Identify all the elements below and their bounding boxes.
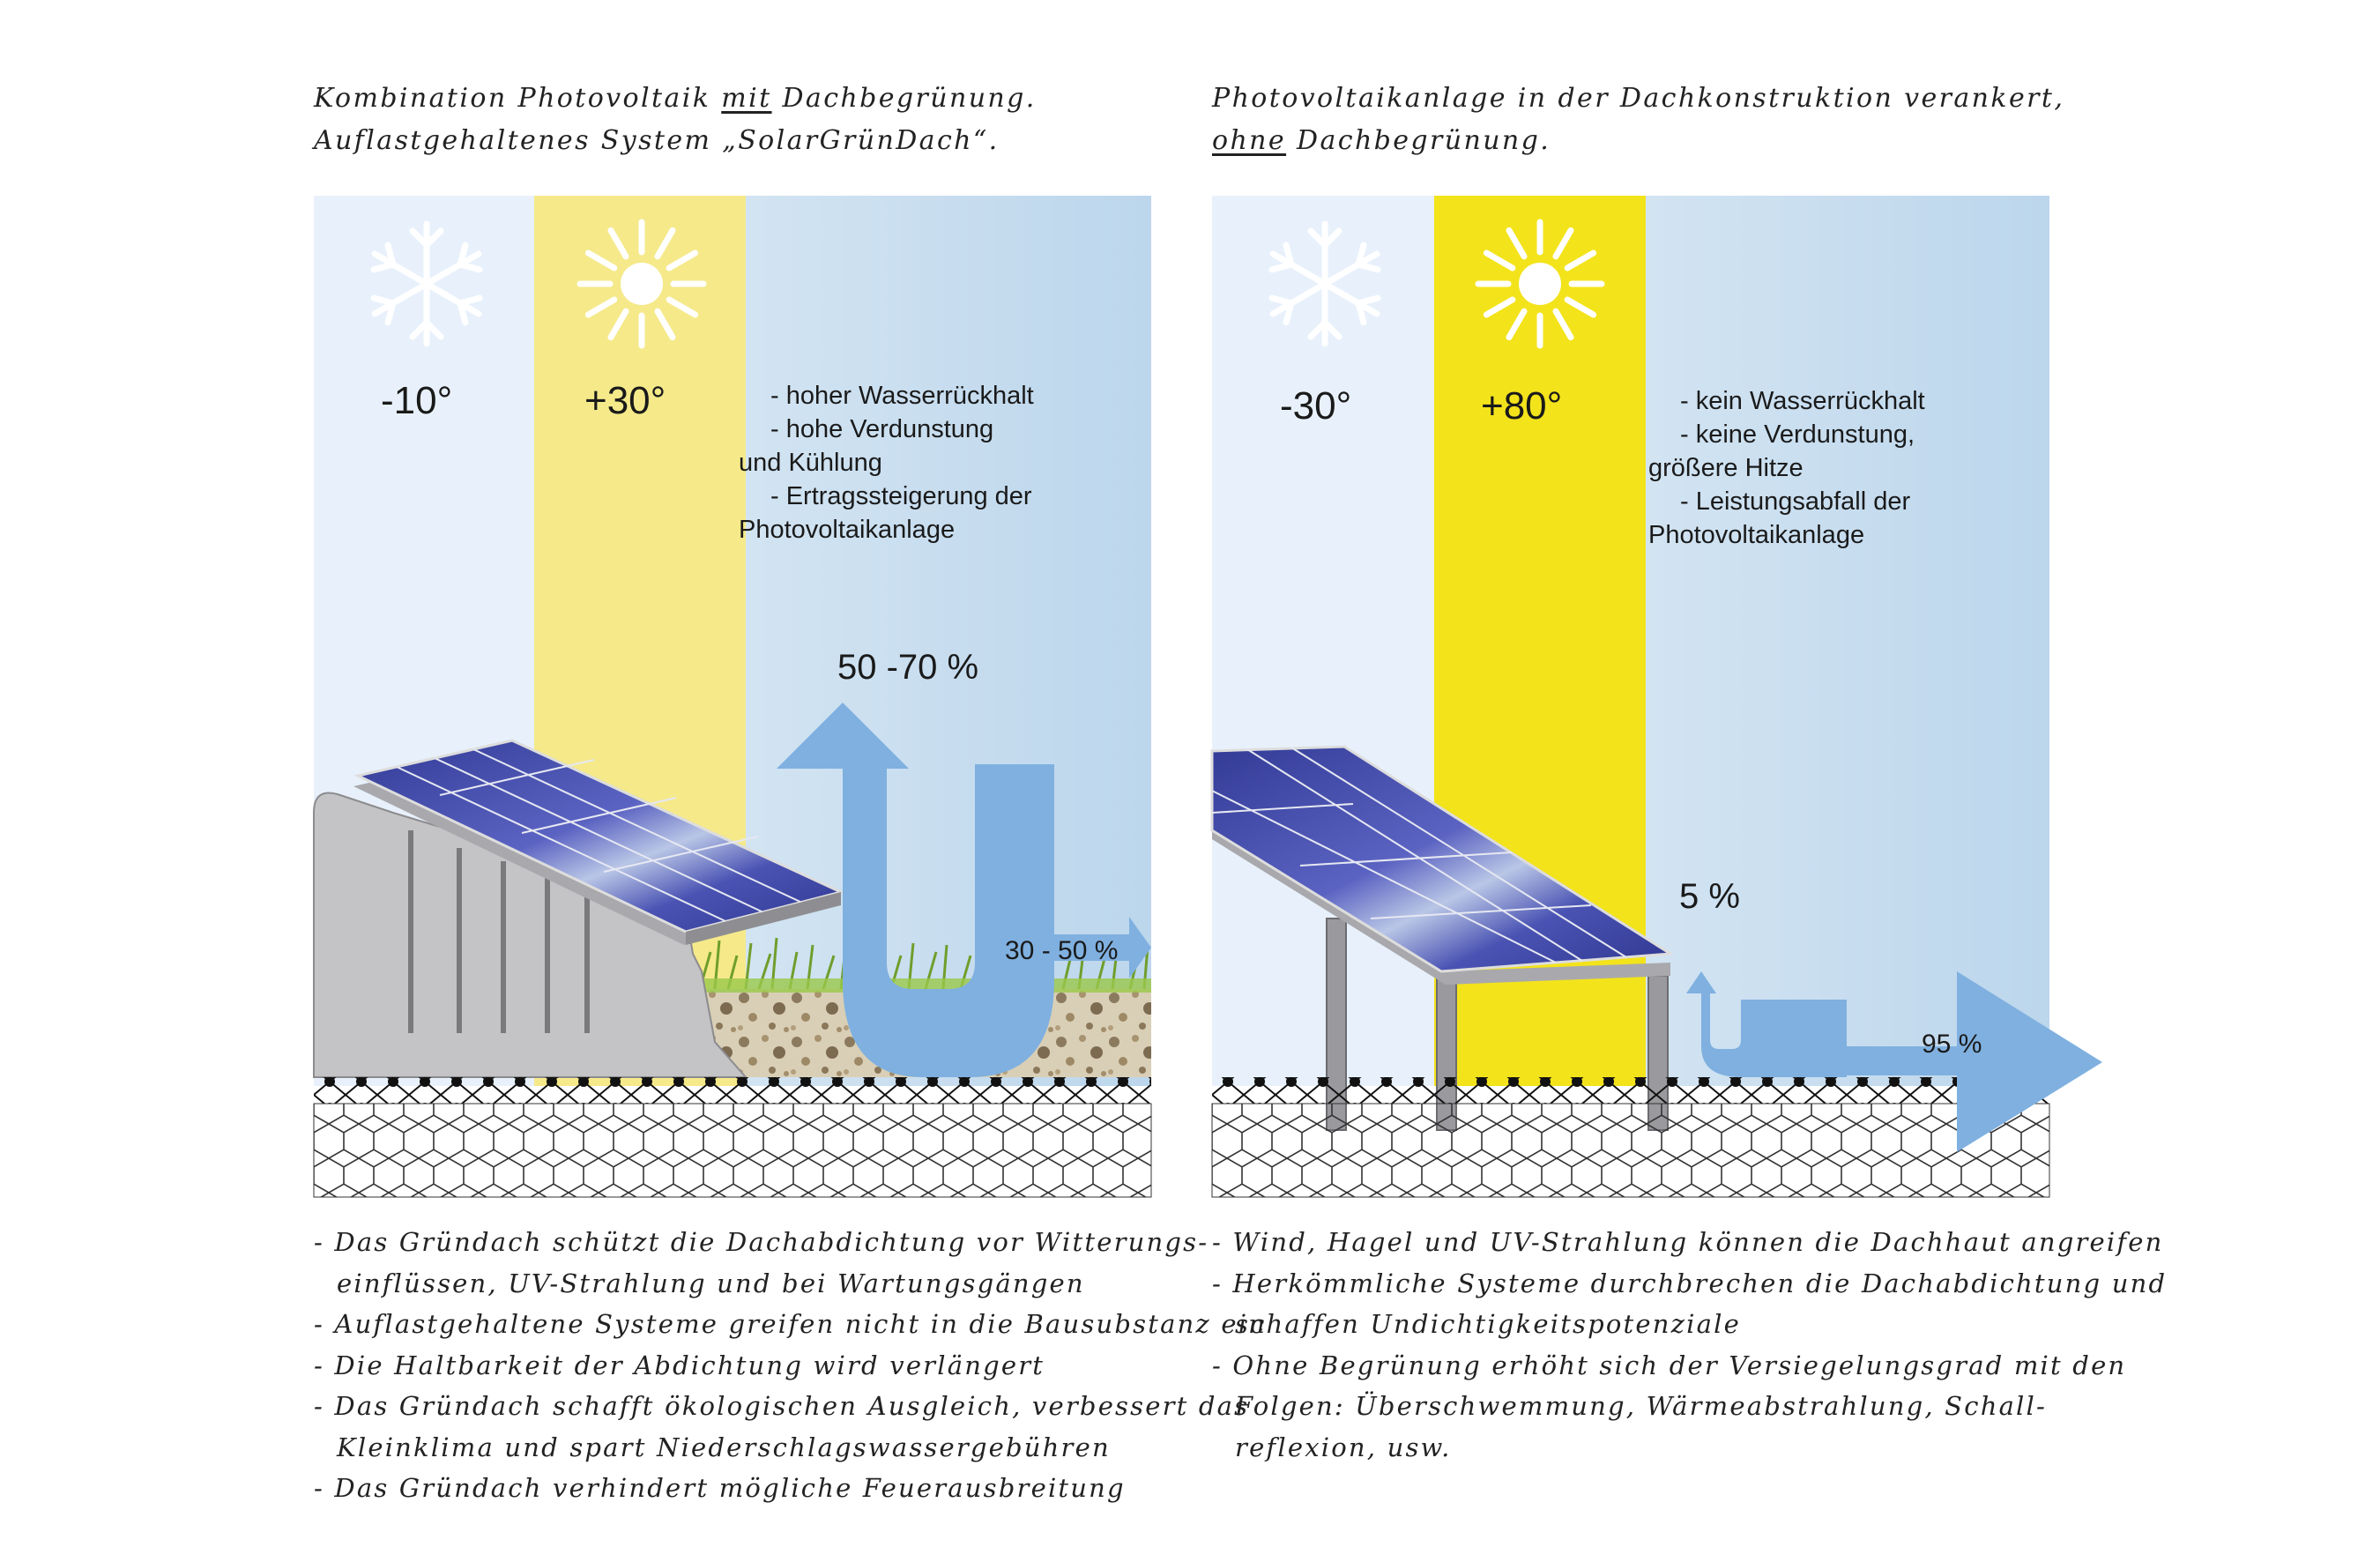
left-evaporation-pct: 50 -70 % [837,648,979,687]
right-note-item: Folgen: Überschwemmung, Wärmeabstrahlung, Schall- [1235,1391,2048,1421]
right-caption [1212,78,2064,162]
left-effect-item: und Kühlung [739,449,882,477]
left-runoff-pct: 30 - 50 % [1005,936,1119,965]
left-effect-item: - Ertragssteigerung der [770,480,1034,513]
left-note-item: - Die Haltbarkeit der Abdichtung wird verlängert [314,1345,1267,1387]
right-effect-item: Photovoltaikanlage [1648,521,1865,549]
roof-structure [314,1104,1151,1197]
roof-structure [1212,1104,2049,1197]
left-effects-list [739,379,1034,547]
right-effects-list [1648,384,1925,552]
left-notes-list [314,1222,1267,1509]
right-temp-hot: +80° [1481,384,1563,428]
left-effect-item: Photovoltaikanlage [739,516,956,544]
right-effect-item: - keine Verdunstung, [1680,418,1925,451]
right-note-item: - Herkömmliche Systeme durchbrechen die Dachabdichtung und [1212,1263,2167,1305]
right-caption-line2: ohne Dachbegrünung. [1212,125,1551,156]
left-note-item: - Auflastgehaltene Systeme greifen nicht in die Bausubstanz ein [314,1304,1267,1345]
left-temp-cold: -10° [381,379,453,422]
right-effect-item: - kein Wasserrückhalt [1680,384,1925,418]
right-notes-list [1212,1222,2167,1468]
left-caption [314,78,1037,162]
left-caption-line2: Auflastgehaltenes System „SolarGrünDach“. [314,125,1000,156]
right-caption-line1: Photovoltaikanlage in der Dachkonstruktion verankert, [1212,83,2065,114]
left-effect-item: - hohe Verdunstung [770,413,1034,446]
right-effect-item: größere Hitze [1648,454,1804,482]
left-note-item: - Das Gründach schafft ökologischen Ausgleich, verbessert das [314,1386,1267,1427]
right-note-item: schaffen Undichtigkeitspotenziale [1235,1309,1741,1339]
left-note-item: - Das Gründach schützt die Dachabdichtung vor Witterungs- [314,1222,1267,1263]
membrane-layer [1212,1077,2049,1104]
membrane-layer [314,1077,1151,1104]
right-note-item: - Wind, Hagel und UV-Strahlung können die Dachhaut angreifen [1212,1222,2167,1263]
left-note-item: einflüssen, UV-Strahlung und bei Wartungsgängen [337,1268,1085,1298]
left-temp-hot: +30° [584,379,666,422]
right-temp-cold: -30° [1280,384,1352,428]
left-note-item: Kleinklima und spart Niederschlagswassergebühren [337,1432,1111,1462]
right-note-item: - Ohne Begrünung erhöht sich der Versiegelungsgrad mit den [1212,1345,2167,1387]
left-note-item: - Das Gründach verhindert mögliche Feuerausbreitung [314,1468,1267,1509]
left-effect-item: - hoher Wasserrückhalt [770,379,1034,413]
right-effect-item: - Leistungsabfall der [1680,485,1925,518]
left-diagram [314,196,1151,1197]
right-note-item: reflexion, usw. [1235,1432,1452,1462]
right-runoff-pct: 95 % [1922,1030,1982,1059]
left-caption-line1: Kombination Photovoltaik mit Dachbegrünung. [314,83,1037,114]
right-evaporation-pct: 5 % [1679,877,1740,916]
